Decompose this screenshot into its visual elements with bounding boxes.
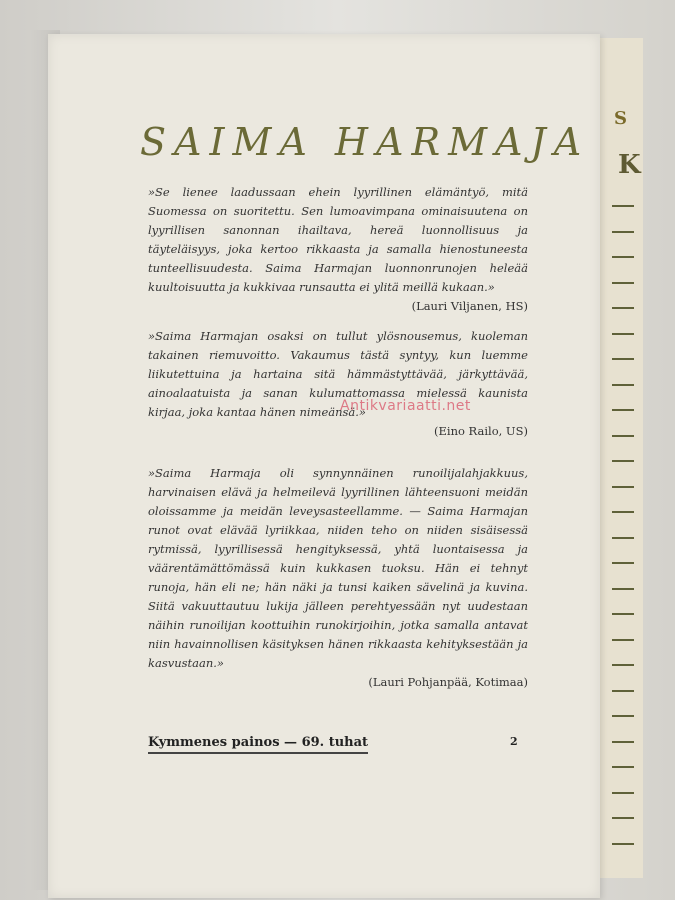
review-quote-1: [148, 183, 528, 316]
quote-citation: (Lauri Pohjanpää, Kotimaa): [368, 675, 528, 689]
spine-dash: [612, 741, 634, 743]
spine-dash: [612, 817, 634, 819]
spine-dash: [612, 282, 634, 284]
watermark-text: Antikvariaatti.net: [340, 398, 471, 414]
spine-dash: [612, 664, 634, 666]
spine-dash: [612, 333, 634, 335]
spine-dash: [612, 537, 634, 539]
volume-number: 2: [510, 735, 518, 748]
review-quote-3: [148, 464, 528, 692]
spine-dash: [612, 715, 634, 717]
spine-dash: [612, 486, 634, 488]
spine-dash: [612, 231, 634, 233]
spine-dash: [612, 256, 634, 258]
spine-dash: [612, 307, 634, 309]
spine-dash: [612, 843, 634, 845]
spine-dash: [612, 613, 634, 615]
spine-letter-top: S: [614, 108, 627, 129]
spine-dash: [612, 588, 634, 590]
quote-citation: (Lauri Viljanen, HS): [411, 299, 528, 313]
quote-citation: (Eino Railo, US): [434, 424, 528, 438]
quote-text: »Saima Harmajan osaksi on tullut ylösnousemus, kuoleman takainen riemuvoitto. Vakaumus tästä syntyy, kun luemme liikutettuina ja hartaina sitä hämmästyttävää, järkyttävää, ainoalaatuista ja sanan kulumattomassa mielessä kaunista kirjaa, joka kantaa hänen nimeänsä.»: [148, 329, 528, 419]
spine-letter-mid: K: [618, 150, 641, 180]
spine-dash: [612, 639, 634, 641]
review-quote-2: [148, 327, 528, 441]
quote-text: »Saima Harmaja oli synnynnäinen runoilijalahjakkuus, harvinaisen elävä ja helmeilevä lyyrillinen lähteensuoni meidän oloissamme ja meidän leveysasteellamme. — Saima Harmajan runot ovat elävää lyriikkaa, niiden teho on niiden sisäisessä rytmissä, lyyrillisessä hengityksessä, yhtä luontaisessa ja väärentämättömässä kuin kukkasen tuoksu. Hän ei tehnyt runoja, hän eli ne; hän näki ja tunsi kaiken sävelinä ja kuvina. Siitä vakuuttautuu lukija jälleen perehtyessään nyt uudestaan näihin runoilijan koottuihin runokirjoihin, jotka samalla antavat niin havainnollisen käsityksen hänen rikkaasta kehityksestään ja kasvustaan.»: [148, 466, 528, 670]
spine-dash: [612, 409, 634, 411]
spine-dash: [612, 460, 634, 462]
spine-dash: [612, 435, 634, 437]
spine-dash: [612, 205, 634, 207]
quote-text: »Se lienee laadussaan ehein lyyrillinen elämäntyö, mitä Suomessa on suoritettu. Sen lumoavimpana ominaisuutena on lyyrillisen sanonnan ihailtava, hereä luonnollisuus ja täyteläisyys, joka kertoo rikkaasta ja samalla hienostuneesta tunteellisuudesta. Saima Harmajan luonnonrunojen heleää kuultoisuutta ja kukkivaa runsautta ei ylitä meillä kukaan.»: [148, 185, 528, 294]
spine-dash: [612, 358, 634, 360]
spine-dash: [612, 384, 634, 386]
spine-dash: [612, 511, 634, 513]
spine-dash: [612, 766, 634, 768]
spine-dash: [612, 562, 634, 564]
author-title: SAIMA HARMAJA: [140, 120, 590, 164]
spine-dash: [612, 690, 634, 692]
spine-dash: [612, 792, 634, 794]
edition-note: Kymmenes painos — 69. tuhat: [148, 735, 368, 754]
